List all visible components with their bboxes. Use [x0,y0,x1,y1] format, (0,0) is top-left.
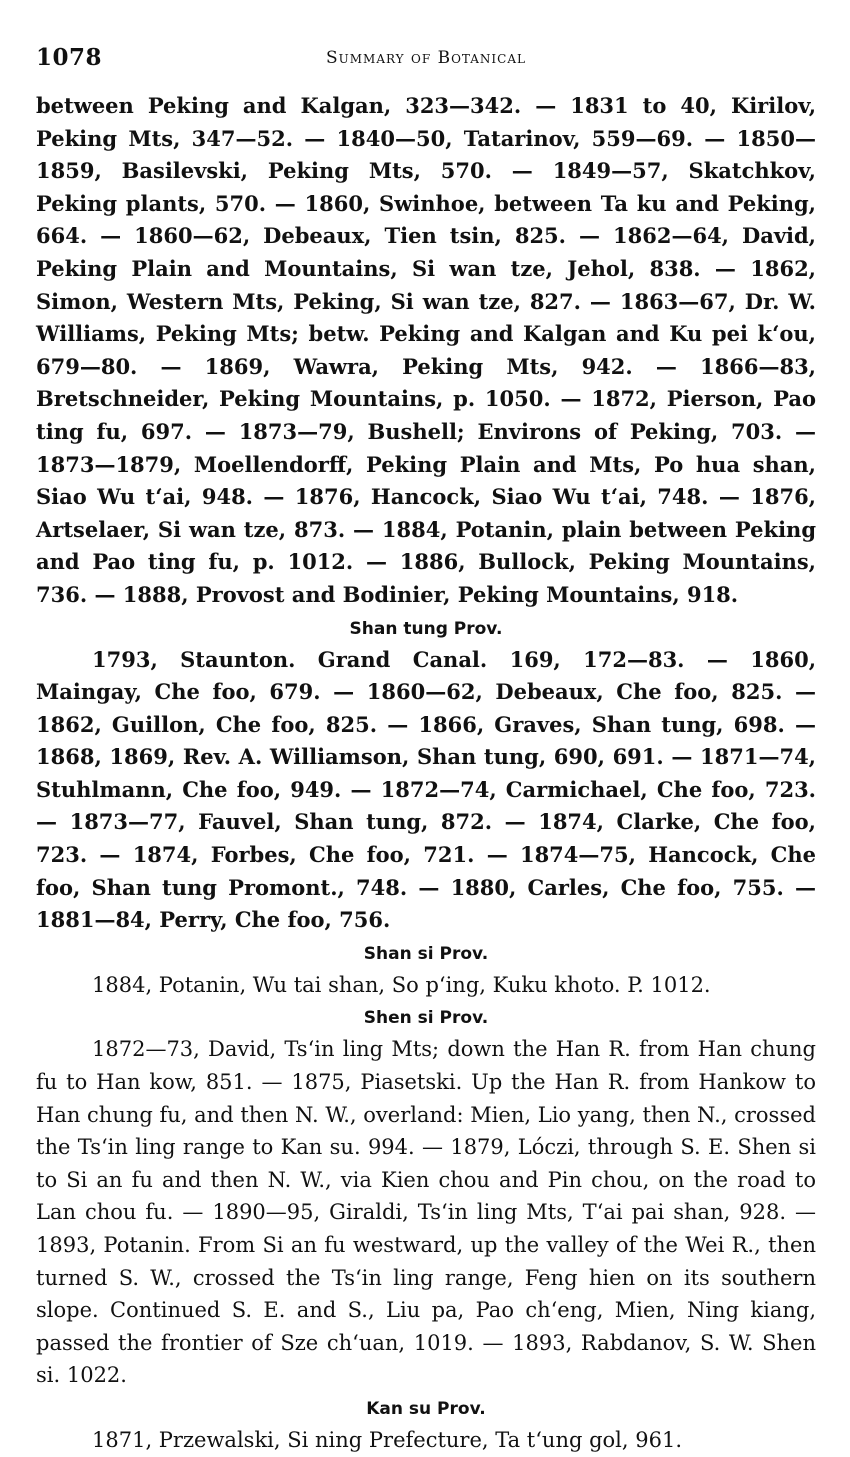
intro-paragraph: between Peking and Kalgan, 323—342. — 1831 to 40, Kirilov, Peking Mts, 347—52. — 1840—50, Tatarinov, 559—69. — 1850—1859, Basilevski, Peking Mts, 570. — 1849—57, Skatchkov, Peking plants, 570. — 1860, Swinhoe, between Ta ku and Peking, 664. — 1860—62, Debeaux, Tien tsin, 825. — 1862—64, David, Peking Plain and Mountains, Si wan tze, Jehol, 838. — 1862, Simon, Western Mts, Peking, Si wan tze, 827. — 1863—67, Dr. W. Williams, Peking Mts; betw. Peking and Kalgan and Ku pei kʻou, 679—80. — 1869, Wawra, Peking Mts, 942. — 1866—83, Bretschneider, Peking Mountains, p. 1050. — 1872, Pierson, Pao ting fu, 697. — 1873—79, Bushell; Environs of Peking, 703. — 1873—1879, Moellendorff, Peking Plain and Mts, Po hua shan, Siao Wu tʻai, 948. — 1876, Hancock, Siao Wu tʻai, 748. — 1876, Artselaer, Si wan tze, 873. — 1884, Potanin, plain between Peking and Pao ting fu, p. 1012. — 1886, Bullock, Peking Mountains, 736. — 1888, Provost and Bodinier, Peking Mountains, 918. [36,93,816,607]
book-page [36,40,816,1457]
page-number: 1078 [36,44,103,71]
section-text-kan-su: 1871, Przewalski, Si ning Prefecture, Ta tʻung gol, 961. [92,1427,682,1452]
section-text-shan-si: 1884, Potanin, Wu tai shan, So pʻing, Kuku khoto. P. 1012. [92,972,711,997]
section-heading-shen-si: Shen si Prov. [363,1008,489,1029]
page-header [36,40,816,90]
running-title: Summary of Botanical [326,48,526,68]
section-text-shan-tung: 1793, Staunton. Grand Canal. 169, 172—83. — 1860, Maingay, Che foo, 679. — 1860—62, Debeaux, Che foo, 825. — 1862, Guillon, Che foo, 825. — 1866, Graves, Shan tung, 698. — 1868, 1869, Rev. A. Williamson, Shan tung, 690, 691. — 1871—74, Stuhlmann, Che foo, 949. — 1872—74, Carmichael, Che foo, 723. — 1873—77, Fauvel, Shan tung, 872. — 1874, Clarke, Che foo, 723. — 1874, Forbes, Che foo, 721. — 1874—75, Hancock, Che foo, Shan tung Promont., 748. — 1880, Carles, Che foo, 755. — 1881—84, Perry, Che foo, 756. [36,646,816,933]
section-heading-shan-si: Shan si Prov. [363,943,489,964]
section-heading-kan-su: Kan su Prov. [366,1398,486,1419]
section-text-shen-si: 1872—73, David, Tsʻin ling Mts; down the Han R. from Han chung fu to Han kow, 851. — 1875, Piasetski. Up the Han R. from Hankow to Han chung fu, and then N. W., overland: Mien, Lio yang, then N., crossed the Tsʻin ling range to Kan su. 994. — 1879, Lóczi, through S. E. Shen si to Si an fu and then N. W., via Kien chou and Pin chou, on the road to Lan chou fu. — 1890—95, Giraldi, Tsʻin ling Mts, Tʻai pai shan, 928. — 1893, Potanin. From Si an fu westward, up the valley of the Wei R., then turned S. W., crossed the Tsʻin ling range, Feng hien on its southern slope. Continued S. E. and S., Liu pa, Pao chʻeng, Mien, Ning kiang, passed the frontier of Sze chʻuan, 1019. — 1893, Rabdanov, S. W. Shen si. 1022. [36,1037,816,1388]
section-heading-shan-tung: Shan tung Prov. [349,618,503,639]
